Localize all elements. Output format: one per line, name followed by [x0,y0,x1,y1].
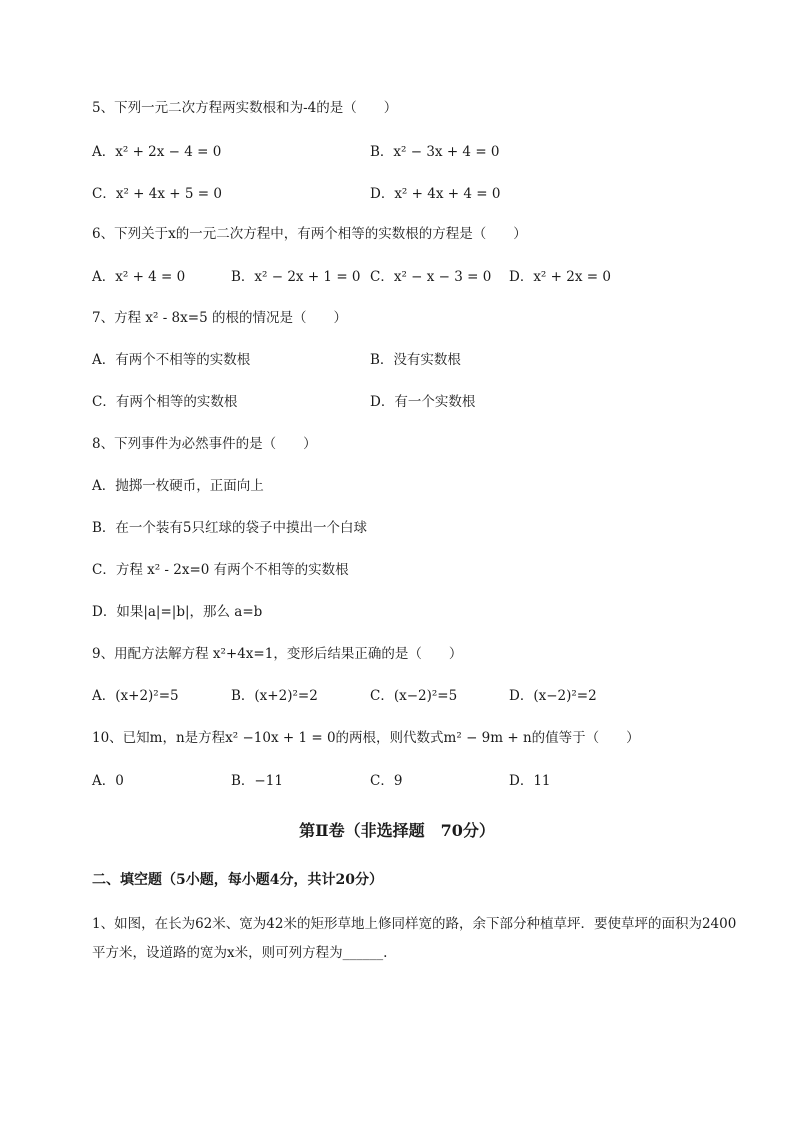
q5-option-a: A．x² + 2x − 4 = 0 [92,144,222,160]
q8-stem: 8、下列事件为必然事件的是（ ） [92,436,317,452]
q5-option-d: D．x² + 4x + 4 = 0 [370,186,501,202]
q8-option-d: D．如果|a|=|b|，那么 a=b [92,604,263,620]
q5-option-c: C．x² + 4x + 5 = 0 [92,186,222,202]
q7-option-d: D．有一个实数根 [370,394,476,410]
q6-stem: 6、下列关于x的一元二次方程中，有两个相等的实数根的方程是（ ） [92,226,527,242]
q6-option-b: B．x² − 2x + 1 = 0 [231,269,361,285]
q9-option-d: D．(x−2)²=2 [509,688,597,704]
q7-option-a: A．有两个不相等的实数根 [92,352,251,368]
section-title: 第Ⅱ卷（非选择题 70分） [299,821,495,840]
q9-option-a: A．(x+2)²=5 [92,688,179,704]
q10-option-d: D．11 [509,773,551,789]
q10-option-a: A．0 [92,773,124,789]
q10-stem: 10、已知m，n是方程x² −10x + 1 = 0的两根，则代数式m² − 9m + n的值等于（ ） [92,730,640,746]
q5-stem: 5、下列一元二次方程两实数根和为-4的是（ ） [92,100,398,116]
q9-option-c: C．(x−2)²=5 [370,688,458,704]
q6-option-d: D．x² + 2x = 0 [509,269,611,285]
q8-option-b: B．在一个装有5只红球的袋子中摸出一个白球 [92,520,368,536]
part-heading: 二、填空题（5小题，每小题4分，共计20分） [92,872,383,888]
q7-stem: 7、方程 x² - 8x=5 的根的情况是（ ） [92,310,347,326]
q9-stem: 9、用配方法解方程 x²+4x=1，变形后结果正确的是（ ） [92,646,463,662]
fill-question-1: 1、如图，在长为62米、宽为42米的矩形草地上修同样宽的路，余下部分种植草坪．要使草坪的面积为2400平方米，设道路的宽为x米，则可列方程为______. [92,916,737,961]
q8-option-a: A．抛掷一枚硬币，正面向上 [92,478,264,494]
q6-option-c: C．x² − x − 3 = 0 [370,269,492,285]
q6-option-a: A．x² + 4 = 0 [92,269,186,285]
q10-option-c: C．9 [370,773,403,789]
q7-option-b: B．没有实数根 [370,352,461,368]
q8-option-c: C．方程 x² - 2x=0 有两个不相等的实数根 [92,562,349,578]
q10-option-b: B．−11 [231,773,283,789]
q7-option-c: C．有两个相等的实数根 [92,394,238,410]
q9-option-b: B．(x+2)²=2 [231,688,318,704]
q5-option-b: B．x² − 3x + 4 = 0 [370,144,500,160]
